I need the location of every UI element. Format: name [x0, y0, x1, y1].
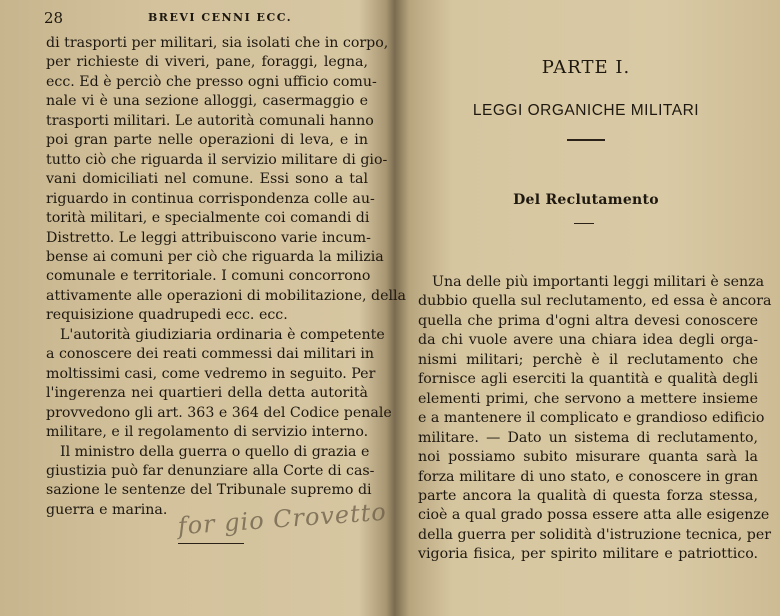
running-title: BREVI CENNI ECC.: [148, 11, 293, 24]
handwritten-signature: for gio Crovetto: [176, 497, 388, 541]
text-line: Il ministro della guerra o quello di grazia e: [60, 443, 370, 460]
text-line: torità militari, e specialmente coi comandi di: [46, 210, 370, 227]
text-line: bense ai comuni per ciò che riguarda la milizia: [46, 248, 384, 265]
part-heading: PARTE I.: [541, 57, 631, 78]
end-rule: [178, 543, 244, 544]
right-page: [400, 0, 780, 616]
page-number: 28: [44, 9, 64, 27]
text-line: Una delle più importanti leggi militari è senza: [432, 274, 765, 290]
text-line: militare, e il regolamento di servizio interno.: [46, 424, 369, 441]
text-line: della guerra per solidità d'istruzione tecnica, per: [418, 526, 772, 543]
text-line: quella che prima d'ogni altra devesi conoscere: [418, 312, 758, 329]
text-line: noi possiamo subito misurare quanta sarà la: [418, 449, 758, 466]
running-head: [44, 9, 370, 27]
text-line: riguardo in continua corrispondenza colle au-: [46, 190, 375, 207]
text-line: L'autorità giudiziaria ordinaria è competente: [60, 326, 385, 343]
text-line: a conoscere dei reati commessi dai militari in: [46, 346, 375, 363]
text-line: ecc. Ed è perciò che presso ogni ufficio comu-: [46, 73, 377, 90]
section-rule: [574, 223, 594, 224]
text-line: per richieste di viveri, pane, foraggi, legna,: [46, 54, 368, 71]
section-heading: Del Reclutamento: [513, 192, 659, 208]
text-line: sazione le sentenze del Tribunale supremo di: [46, 482, 372, 499]
text-line: dubbio quella sul reclutamento, ed essa è ancora: [418, 293, 772, 310]
text-line: guerra e marina.: [46, 501, 168, 518]
text-line: vigoria fisica, per spirito militare e patriottico.: [418, 546, 758, 563]
right-body-text: [418, 273, 772, 565]
text-line: provvedono gli art. 363 e 364 del Codice penale: [46, 404, 392, 421]
text-line: moltissimi casi, come vedremo in seguito. Per: [46, 365, 376, 382]
text-line: Distretto. Le leggi attribuiscono varie incum-: [46, 229, 371, 246]
text-line: da chi vuole avere una chiara idea degli orga-: [418, 332, 758, 349]
text-line: fornisce agli eserciti la quantità e qualità degli: [418, 371, 758, 388]
text-line: parte ancora la qualità di questa forza stessa,: [418, 487, 758, 504]
text-line: di trasporti per militari, sia isolati che in corpo,: [46, 35, 389, 51]
text-line: l'ingerenza nei quartieri della detta autorità: [46, 385, 368, 402]
text-line: tutto ciò che riguarda il servizio militare di gio-: [46, 151, 388, 168]
text-line: vani domiciliati nel comune. Essi sono a tal: [46, 171, 368, 188]
text-line: nale vi è una sezione alloggi, casermaggio e: [46, 93, 368, 110]
text-line: e a mantenere il complicato e grandioso edificio: [418, 410, 765, 427]
law-title: LEGGI ORGANICHE MILITARI: [472, 102, 700, 119]
title-rule: [567, 139, 605, 141]
text-line: cioè a qual grado possa essere atta alle esigenze: [418, 507, 770, 524]
text-line: militare. — Dato un sistema di reclutamento,: [418, 429, 758, 446]
text-line: poi gran parte nelle operazioni di leva, e in: [46, 132, 368, 149]
text-line: trasporti militari. Le autorità comunali hanno: [46, 112, 374, 129]
text-line: nismi militari; perchè è il reclutamento che: [418, 351, 758, 368]
text-line: attivamente alle operazioni di mobilitazione, della: [46, 287, 407, 304]
text-line: forza militare di uno stato, e conoscere in gran: [418, 468, 758, 485]
text-line: requisizione quadrupedi ecc. ecc.: [46, 307, 288, 324]
text-line: comunale e territoriale. I comuni concorrono: [46, 268, 371, 285]
text-line: elementi primi, che servono a mettere insieme: [418, 390, 758, 407]
text-line: giustizia può far denunziare alla Corte di cas-: [46, 462, 375, 479]
